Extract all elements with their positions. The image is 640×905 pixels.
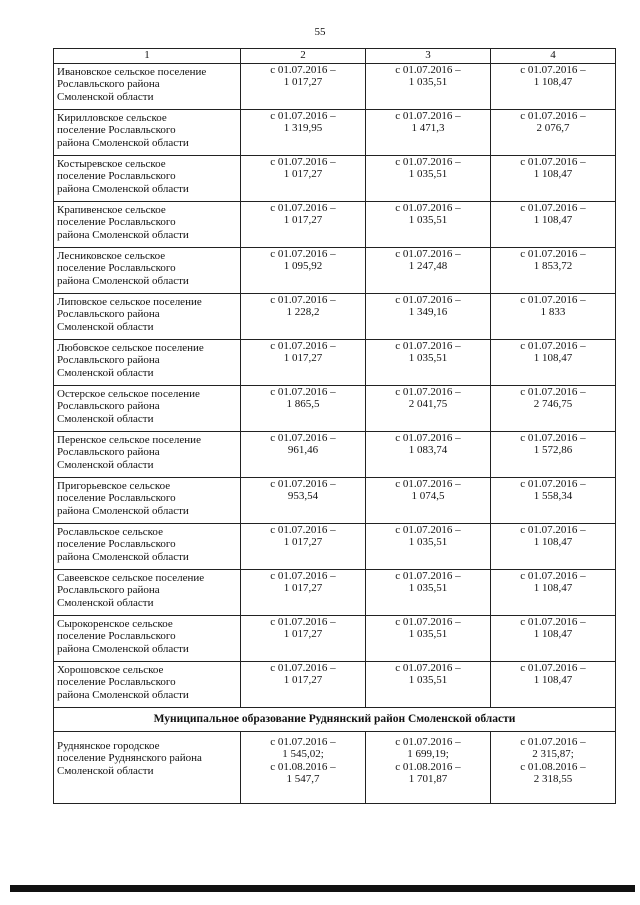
- tariff-col-3: [366, 156, 491, 202]
- column-header-1: 1: [54, 49, 241, 64]
- tariff-col-4: [491, 386, 616, 432]
- table-row: [54, 732, 616, 804]
- column-header-2: 2: [241, 49, 366, 64]
- tariff-col-2: [241, 570, 366, 616]
- tariff-col-4: [491, 732, 616, 804]
- tariff-col-3: [366, 248, 491, 294]
- settlement-name-line: Остерское сельское поселение: [57, 388, 200, 400]
- tariff-col-4-line: с 01.07.2016 –: [520, 662, 586, 674]
- settlement-name-line: Рославльского района: [57, 78, 160, 91]
- tariff-col-4-line: 1 853,72: [533, 260, 573, 273]
- tariff-col-4-line: 2 318,55: [533, 773, 573, 786]
- settlement-name-line: Липовское сельское поселение: [57, 296, 202, 308]
- tariff-col-2-line: 1 547,7: [286, 773, 320, 786]
- tariff-col-3-line: с 01.07.2016 –: [395, 662, 461, 674]
- tariff-col-2-line: 1 017,27: [283, 674, 323, 687]
- tariff-col-2-line: 1 017,27: [283, 582, 323, 595]
- tariff-col-4-line: с 01.07.2016 –: [520, 736, 586, 748]
- tariff-col-4: [491, 432, 616, 478]
- tariff-col-3: [366, 386, 491, 432]
- tariff-col-2: [241, 386, 366, 432]
- tariff-col-2-line: с 01.07.2016 –: [270, 110, 336, 122]
- tariff-col-2-line: с 01.07.2016 –: [270, 524, 336, 536]
- settlement-name-line: Рославльское сельское: [57, 526, 163, 538]
- settlement-name-line: Костыревское сельское: [57, 158, 166, 170]
- tariff-col-4-line: 1 108,47: [533, 536, 573, 549]
- tariff-col-2: [241, 110, 366, 156]
- tariff-col-4-line: с 01.07.2016 –: [520, 64, 586, 76]
- tariff-col-3-line: с 01.07.2016 –: [395, 616, 461, 628]
- settlement-name: [54, 478, 241, 524]
- tariff-col-3: [366, 662, 491, 708]
- settlement-name-line: Смоленской области: [57, 90, 154, 103]
- tariff-col-4-line: 1 108,47: [533, 168, 573, 181]
- tariff-col-3: [366, 294, 491, 340]
- tariff-col-2-line: с 01.07.2016 –: [270, 616, 336, 628]
- settlement-name-line: Смоленской области: [57, 366, 154, 379]
- tariff-col-4: [491, 110, 616, 156]
- settlement-name-line: района Смоленской области: [57, 688, 189, 701]
- tariff-col-2: [241, 616, 366, 662]
- settlement-name-line: Смоленской области: [57, 412, 154, 425]
- tariff-col-3: [366, 616, 491, 662]
- tariff-col-4: [491, 64, 616, 110]
- tariff-col-2: [241, 248, 366, 294]
- tariff-col-4: [491, 156, 616, 202]
- settlement-name: [54, 340, 241, 386]
- settlement-name-line: поселение Рославльского: [57, 124, 176, 137]
- tariff-col-2-line: 1 017,27: [283, 214, 323, 227]
- tariff-col-4-line: с 01.07.2016 –: [520, 294, 586, 306]
- tariff-col-4-line: с 01.07.2016 –: [520, 478, 586, 490]
- tariff-col-4: [491, 248, 616, 294]
- tariff-col-4-line: 1 108,47: [533, 214, 573, 227]
- tariff-col-3-line: 1 247,48: [408, 260, 448, 273]
- settlement-name-line: Смоленской области: [57, 764, 154, 777]
- settlement-name-line: Перенское сельское поселение: [57, 434, 201, 446]
- tariff-col-3-line: 1 035,51: [408, 214, 448, 227]
- table-row: [54, 156, 616, 202]
- settlement-name: [54, 570, 241, 616]
- tariff-col-3-line: с 01.07.2016 –: [395, 156, 461, 168]
- table-row: [54, 478, 616, 524]
- tariff-col-4: [491, 294, 616, 340]
- tariff-col-2-line: с 01.08.2016 –: [270, 760, 336, 773]
- section-title: Муниципальное образование Руднянский район Смоленской области: [54, 708, 616, 732]
- settlement-name-line: Сырокоренское сельское: [57, 618, 173, 630]
- tariff-col-3-line: с 01.07.2016 –: [395, 64, 461, 76]
- tariff-col-2: [241, 294, 366, 340]
- tariff-col-4-line: с 01.07.2016 –: [520, 202, 586, 214]
- settlement-name-line: Рославльского района: [57, 446, 160, 459]
- tariff-col-4-line: с 01.07.2016 –: [520, 110, 586, 122]
- tariff-col-4-line: с 01.07.2016 –: [520, 524, 586, 536]
- tariff-col-2-line: 1 017,27: [283, 168, 323, 181]
- tariff-col-3-line: с 01.07.2016 –: [395, 110, 461, 122]
- settlement-name: [54, 202, 241, 248]
- settlement-name-line: района Смоленской области: [57, 274, 189, 287]
- tariff-col-2: [241, 202, 366, 248]
- scan-edge-bar: [10, 885, 635, 892]
- settlement-name: [54, 156, 241, 202]
- tariff-col-2-line: с 01.07.2016 –: [270, 478, 336, 490]
- tariff-col-3-line: 1 035,51: [408, 352, 448, 365]
- tariff-col-3: [366, 478, 491, 524]
- tariff-col-2-line: 1 865,5: [286, 398, 320, 411]
- settlement-name: [54, 662, 241, 708]
- tariff-col-3-line: 2 041,75: [408, 398, 448, 411]
- settlement-name: [54, 732, 241, 804]
- tariff-col-3-line: 1 035,51: [408, 674, 448, 687]
- tariff-col-3-line: 1 699,19;: [407, 748, 449, 761]
- tariff-col-3: [366, 64, 491, 110]
- settlement-name-line: поселение Рославльского: [57, 170, 176, 183]
- tariff-col-4-line: 2 315,87;: [532, 748, 574, 761]
- tariff-col-3-line: 1 035,51: [408, 628, 448, 641]
- tariff-col-3-line: 1 035,51: [408, 582, 448, 595]
- tariff-col-3-line: с 01.07.2016 –: [395, 570, 461, 582]
- table-row: [54, 432, 616, 478]
- tariff-col-4-line: с 01.07.2016 –: [520, 386, 586, 398]
- settlement-name-line: Смоленской области: [57, 596, 154, 609]
- tariff-col-2-line: с 01.07.2016 –: [270, 386, 336, 398]
- tariff-col-3: [366, 202, 491, 248]
- tariff-col-2-line: 961,46: [287, 444, 319, 457]
- tariff-col-3: [366, 340, 491, 386]
- settlement-name-line: поселение Рославльского: [57, 676, 176, 689]
- tariff-col-2-line: 1 095,92: [283, 260, 323, 273]
- tariff-col-3-line: 1 035,51: [408, 76, 448, 89]
- settlement-name-line: района Смоленской области: [57, 642, 189, 655]
- settlement-name: [54, 294, 241, 340]
- table-row: [54, 616, 616, 662]
- settlement-name: [54, 386, 241, 432]
- tariff-col-4-line: с 01.07.2016 –: [520, 432, 586, 444]
- tariff-col-4-line: 2 076,7: [536, 122, 570, 135]
- settlement-name-line: района Смоленской области: [57, 136, 189, 149]
- page-number: 55: [314, 26, 326, 38]
- table-row: [54, 386, 616, 432]
- tariff-col-3: [366, 732, 491, 804]
- tariff-col-2-line: 1 017,27: [283, 76, 323, 89]
- tariff-col-2: [241, 156, 366, 202]
- tariff-col-2: [241, 340, 366, 386]
- settlement-name-line: Рославльского района: [57, 400, 160, 413]
- tariff-col-2-line: с 01.07.2016 –: [270, 202, 336, 214]
- tariff-col-2-line: с 01.07.2016 –: [270, 248, 336, 260]
- tariff-col-3-line: с 01.08.2016 –: [395, 760, 461, 773]
- settlement-name-line: Смоленской области: [57, 458, 154, 471]
- tariff-col-3-line: 1 035,51: [408, 536, 448, 549]
- tariff-col-4-line: 1 833: [540, 306, 566, 319]
- tariff-col-2-line: 1 017,27: [283, 628, 323, 641]
- settlement-name-line: поселение Рославльского: [57, 262, 176, 275]
- tariff-col-4-line: с 01.07.2016 –: [520, 570, 586, 582]
- tariff-col-2: [241, 732, 366, 804]
- tariff-col-3-line: с 01.07.2016 –: [395, 736, 461, 748]
- settlement-name-line: Кирилловское сельское: [57, 112, 167, 124]
- table-row: [54, 202, 616, 248]
- tariff-col-3-line: с 01.07.2016 –: [395, 524, 461, 536]
- tariff-col-3-line: 1 349,16: [408, 306, 448, 319]
- table-row: [54, 570, 616, 616]
- settlement-name-line: района Смоленской области: [57, 228, 189, 241]
- settlement-name-line: района Смоленской области: [57, 550, 189, 563]
- tariff-col-4-line: 1 558,34: [533, 490, 573, 503]
- tariff-col-4: [491, 616, 616, 662]
- column-header-4: 4: [491, 49, 616, 64]
- settlement-name-line: Пригорьевское сельское: [57, 480, 171, 492]
- tariff-col-3-line: 1 035,51: [408, 168, 448, 181]
- tariff-col-2-line: с 01.07.2016 –: [270, 736, 336, 748]
- tariff-col-4: [491, 524, 616, 570]
- settlement-name-line: Любовское сельское поселение: [57, 342, 204, 354]
- settlement-name: [54, 248, 241, 294]
- tariff-col-4-line: 2 746,75: [533, 398, 573, 411]
- table-row: [54, 340, 616, 386]
- settlement-name-line: Смоленской области: [57, 320, 154, 333]
- table-row: [54, 294, 616, 340]
- section-header-row: [54, 708, 616, 732]
- tariff-col-3: [366, 110, 491, 156]
- settlement-name-line: Ивановское сельское поселение: [57, 66, 207, 78]
- tariff-col-4: [491, 478, 616, 524]
- settlement-name-line: Хорошовское сельское: [57, 664, 164, 676]
- settlement-name: [54, 432, 241, 478]
- settlement-name-line: района Смоленской области: [57, 182, 189, 195]
- settlement-name-line: Лесниковское сельское: [57, 250, 166, 262]
- tariff-col-4: [491, 340, 616, 386]
- settlement-name-line: Рославльского района: [57, 584, 160, 597]
- settlement-name-line: района Смоленской области: [57, 504, 189, 517]
- tariff-col-2: [241, 478, 366, 524]
- tariff-col-4-line: 1 572,86: [533, 444, 573, 457]
- tariff-col-2: [241, 64, 366, 110]
- settlement-name-line: Савеевское сельское поселение: [57, 572, 205, 584]
- tariff-col-2-line: с 01.07.2016 –: [270, 64, 336, 76]
- tariff-col-3-line: с 01.07.2016 –: [395, 202, 461, 214]
- tariff-col-3-line: с 01.07.2016 –: [395, 386, 461, 398]
- tariff-col-3-line: с 01.07.2016 –: [395, 340, 461, 352]
- header-row: [54, 49, 616, 64]
- tariff-col-2-line: 953,54: [287, 490, 319, 503]
- settlement-name-line: поселение Рославльского: [57, 492, 176, 505]
- tariff-col-2-line: 1 545,02;: [282, 748, 324, 761]
- table-row: [54, 248, 616, 294]
- settlement-name: [54, 64, 241, 110]
- tariff-col-2-line: с 01.07.2016 –: [270, 570, 336, 582]
- tariff-col-2-line: с 01.07.2016 –: [270, 340, 336, 352]
- tariff-table: [53, 48, 616, 804]
- settlement-name-line: Рославльского района: [57, 308, 160, 321]
- tariff-col-4-line: 1 108,47: [533, 674, 573, 687]
- settlement-name: [54, 616, 241, 662]
- tariff-col-2-line: 1 228,2: [286, 306, 320, 319]
- settlement-name-line: поселение Рославльского: [57, 538, 176, 551]
- tariff-col-4-line: 1 108,47: [533, 582, 573, 595]
- table-row: [54, 64, 616, 110]
- settlement-name-line: Руднянское городское: [57, 740, 160, 752]
- tariff-col-4-line: с 01.07.2016 –: [520, 340, 586, 352]
- tariff-col-2-line: с 01.07.2016 –: [270, 432, 336, 444]
- settlement-name: [54, 524, 241, 570]
- tariff-col-3-line: с 01.07.2016 –: [395, 478, 461, 490]
- tariff-col-3-line: 1 083,74: [408, 444, 448, 457]
- table-row: [54, 110, 616, 156]
- tariff-table-body: [54, 49, 616, 804]
- tariff-col-4: [491, 202, 616, 248]
- tariff-col-3: [366, 570, 491, 616]
- settlement-name-line: Рославльского района: [57, 354, 160, 367]
- settlement-name-line: поселение Рославльского: [57, 630, 176, 643]
- tariff-col-3: [366, 524, 491, 570]
- settlement-name-line: Крапивенское сельское: [57, 204, 166, 216]
- tariff-col-4-line: 1 108,47: [533, 628, 573, 641]
- tariff-col-2-line: с 01.07.2016 –: [270, 662, 336, 674]
- tariff-col-2-line: 1 017,27: [283, 352, 323, 365]
- column-header-3: 3: [366, 49, 491, 64]
- tariff-col-4-line: с 01.07.2016 –: [520, 248, 586, 260]
- settlement-name-line: поселение Рославльского: [57, 216, 176, 229]
- tariff-col-2: [241, 524, 366, 570]
- table-row: [54, 524, 616, 570]
- tariff-col-2-line: 1 319,95: [283, 122, 323, 135]
- tariff-col-3-line: с 01.07.2016 –: [395, 294, 461, 306]
- tariff-col-4-line: с 01.07.2016 –: [520, 156, 586, 168]
- tariff-col-4-line: 1 108,47: [533, 76, 573, 89]
- tariff-col-3-line: 1 074,5: [411, 490, 445, 503]
- tariff-col-4: [491, 662, 616, 708]
- tariff-col-2-line: с 01.07.2016 –: [270, 156, 336, 168]
- tariff-col-2-line: с 01.07.2016 –: [270, 294, 336, 306]
- tariff-col-4-line: с 01.08.2016 –: [520, 760, 586, 773]
- tariff-col-3-line: 1 471,3: [411, 122, 445, 135]
- tariff-col-2: [241, 432, 366, 478]
- tariff-col-4-line: 1 108,47: [533, 352, 573, 365]
- settlement-name-line: поселение Руднянского района: [57, 752, 202, 765]
- tariff-col-3-line: с 01.07.2016 –: [395, 432, 461, 444]
- settlement-name: [54, 110, 241, 156]
- tariff-col-4: [491, 570, 616, 616]
- tariff-col-3: [366, 432, 491, 478]
- tariff-col-2: [241, 662, 366, 708]
- tariff-col-4-line: с 01.07.2016 –: [520, 616, 586, 628]
- tariff-col-3-line: 1 701,87: [408, 773, 448, 786]
- tariff-col-2-line: 1 017,27: [283, 536, 323, 549]
- table-row: [54, 662, 616, 708]
- tariff-col-3-line: с 01.07.2016 –: [395, 248, 461, 260]
